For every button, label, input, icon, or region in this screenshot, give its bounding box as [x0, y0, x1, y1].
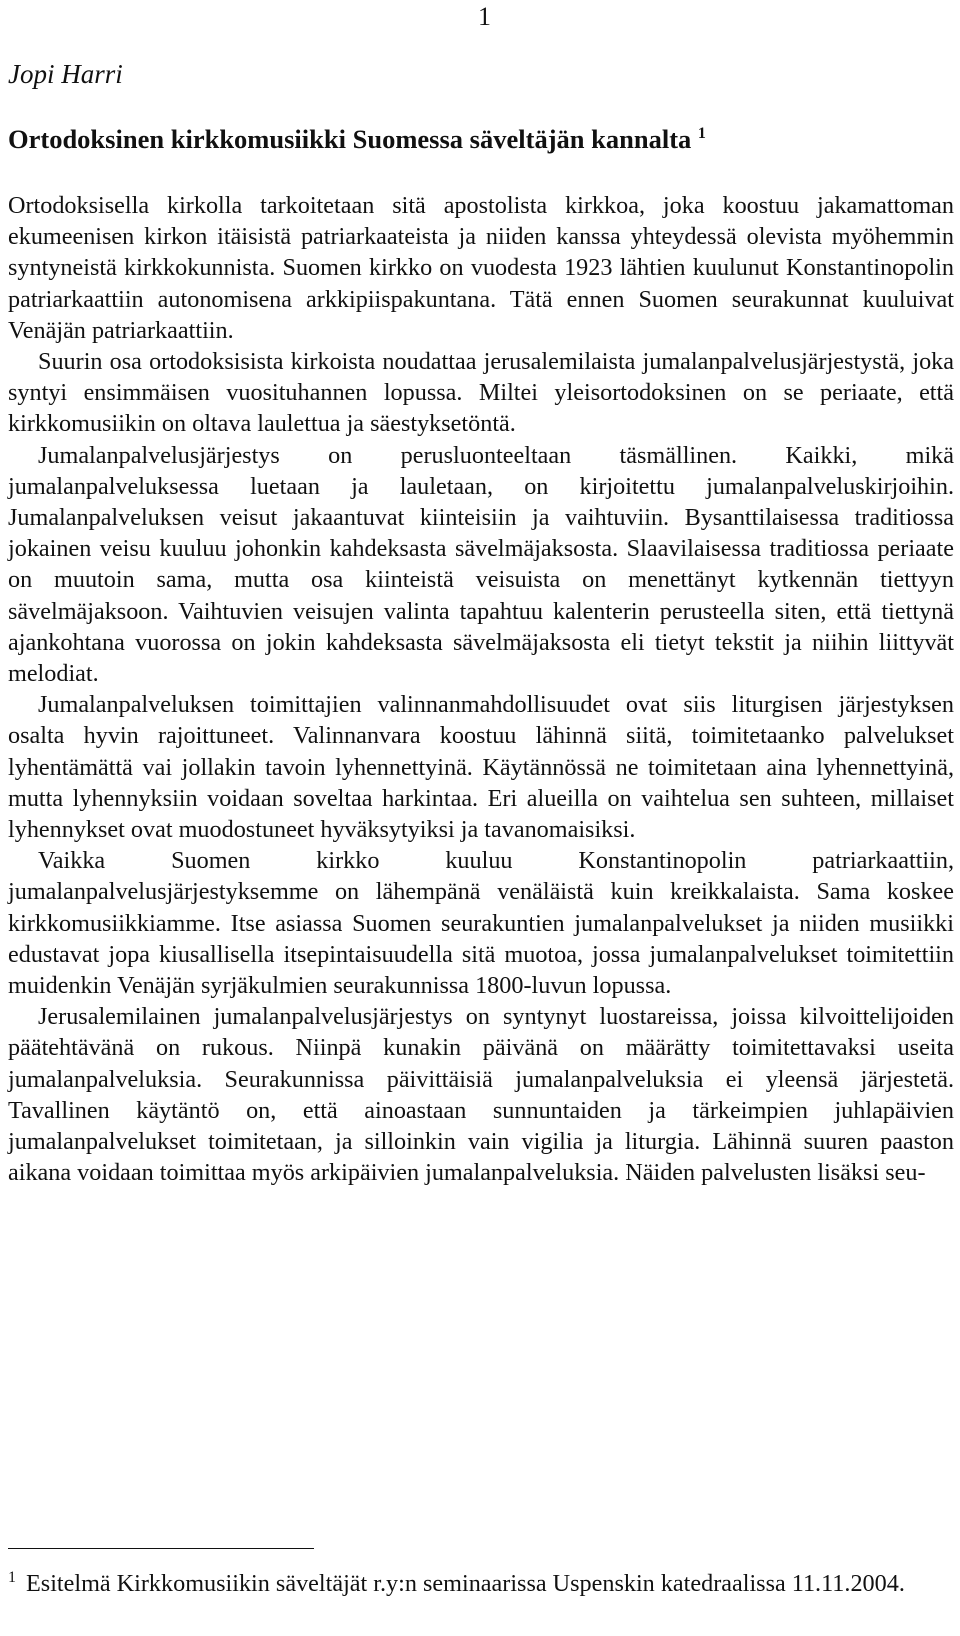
body-text [8, 190, 954, 1189]
paragraph-3: Jumalanpalvelusjärjestys on perusluonteeltaan täsmällinen. Kaikki, mikä jumalanpalveluksessa luetaan ja lauletaan, on kirjoitettu jumalanpalveluskirjoihin. Jumalanpalveluksen veisut jakaantuvat kiinteisiin ja vaihtuviin. Bysanttilaisessa traditiossa jokainen veisu kuuluu johonkin kahdeksasta sävelmäjaksosta. Slaavilaisessa traditiossa periaate on muutoin sama, mutta osa kiinteistä veisuista on menettänyt kytkennän tiettyyn sävelmäjaksoon. Vaihtuvien veisujen valinta tapahtuu kalenterin perusteella siten, että tiettynä ajankohtana vuorossa on jokin kahdeksasta sävelmäjaksosta eli tietyt tekstit ja niihin liittyvät melodiat. [8, 441, 954, 688]
title-footnote-ref: 1 [697, 125, 706, 143]
footnote [8, 1568, 954, 1599]
paragraph-1: Ortodoksisella kirkolla tarkoitetaan sitä apostolista kirkkoa, joka koostuu jakamattoman ekumeenisen kirkon itäisistä patriarkaateista ja niiden kanssa yhteydessä olevista myöhemmin syntyneistä kirkkokunnista. Suomen kirkko on vuodesta 1923 lähtien kuulunut Konstantinopolin patriarkaattiin autonomisena arkkipiispakuntana. Tätä ennen Suomen seurakunnat kuuluivat Venäjän patriarkaattiin. [8, 192, 954, 344]
footnote-divider [8, 1548, 314, 1549]
paragraph-2: Suurin osa ortodoksisista kirkoista noudattaa jerusalemilaista jumalanpalvelusjärjestystä, joka syntyi ensimmäisen vuosituhannen lopussa. Miltei yleisortodoksinen on se periaate, että kirkkomusiikin on oltava laulettua ja säestyksetöntä. [8, 348, 954, 438]
title-text: Ortodoksinen kirkkomusiikki Suomessa säveltäjän kannalta [8, 124, 692, 154]
paragraph-5: Vaikka Suomen kirkko kuuluu Konstantinopolin patriarkaattiin, jumalanpalvelusjärjestyksemme on lähempänä venäläistä kuin kreikkalaista. Sama koskee kirkkomusiikkiamme. Itse asiassa Suomen seurakuntien jumalanpalvelukset ja niiden musiikki edustavat jopa kiusallisella itsepintaisuudella sitä muotoa, jossa jumalanpalvelukset toimitettiin muidenkin Venäjän syrjäkulmien seurakunnissa 1800-luvun lopussa. [8, 847, 954, 1000]
page-number: 1 [478, 2, 491, 31]
footnote-text: Esitelmä Kirkkomusiikin säveltäjät r.y:n seminaarissa Uspenskin katedraalissa 11.11.2004. [26, 1570, 905, 1597]
paragraph-6: Jerusalemilainen jumalanpalvelusjärjestys on syntynyt luostareissa, joissa kilvoittelijoiden päätehtävänä on rukous. Niinpä kunakin päivänä on määrätty toimitettavaksi useita jumalanpalveluksia. Seurakunnissa päivittäisiä jumalanpalveluksia ei yleensä järjestetä. Tavallinen käytäntö on, että ainoastaan sunnuntaiden ja tärkeimpien juhlapäivien jumalanpalvelukset toimitetaan, ja silloinkin vain vigilia ja liturgia. Lähinnä suuren paaston aikana voidaan toimittaa myös arkipäivien jumalanpalveluksia. Näiden palvelusten lisäksi seu- [8, 1003, 954, 1187]
paragraph-4: Jumalanpalveluksen toimittajien valinnanmahdollisuudet ovat siis liturgisen järjestyksen osalta hyvin rajoittuneet. Valinnanvara koostuu lähinnä siitä, toimitetaanko palvelukset lyhentämättä vai jollakin tavoin lyhennettyinä. Käytännössä ne toimitetaan aina lyhennettyinä, mutta lyhennyksiin voidaan soveltaa harkintaa. Eri alueilla on vaihtelua sen suhteen, millaiset lyhennykset ovat muodostuneet hyväksytyiksi ja tavanomaisiksi. [8, 691, 954, 844]
author-name: Jopi Harri [8, 59, 123, 89]
document-title [8, 123, 706, 155]
footnote-mark: 1 [8, 1569, 16, 1586]
